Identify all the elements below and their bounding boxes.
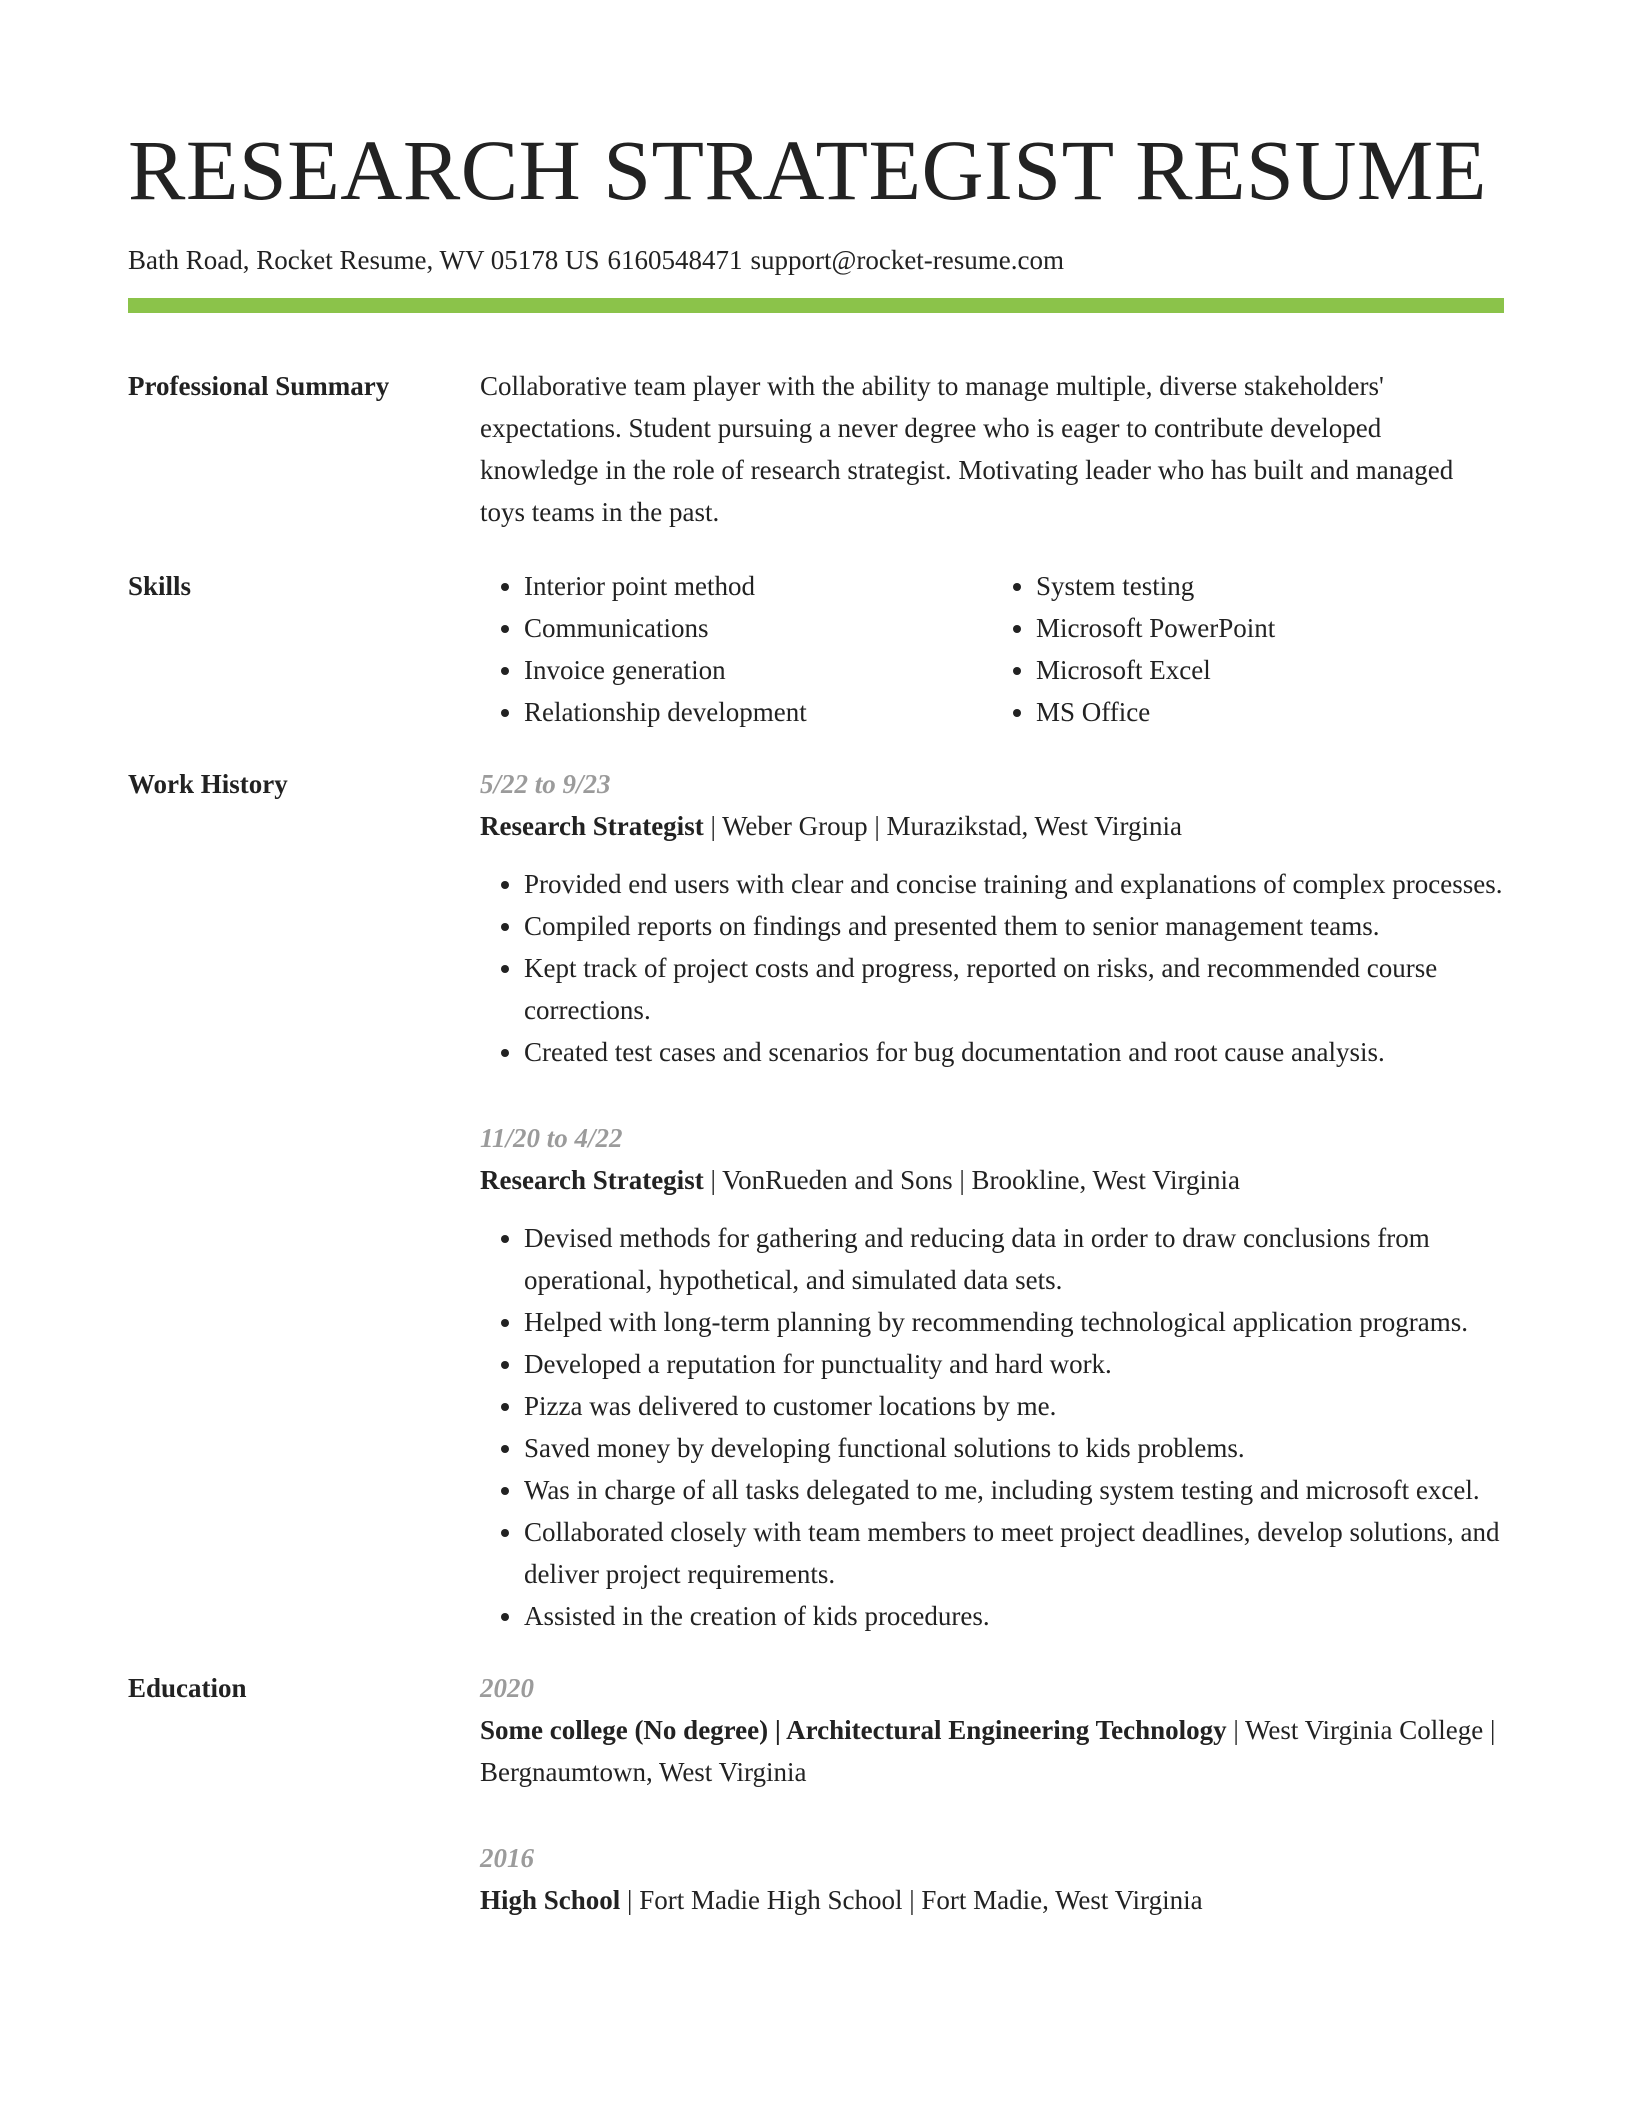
education-location: Bergnaumtown, West Virginia — [480, 1757, 807, 1787]
work-history-section — [128, 763, 1504, 1637]
resume-title: RESEARCH STRATEGIST RESUME — [128, 122, 1487, 218]
job-bullet: • Provided end users with clear and concise training and explanations of complex processes. — [524, 863, 1504, 905]
job-entry — [480, 1117, 1504, 1637]
job-heading: Research Strategist | VonRueden and Sons | Brookline, West Virginia — [480, 1165, 1240, 1195]
job-company: Weber Group — [722, 811, 868, 841]
skill-item: • Relationship development — [524, 691, 992, 733]
contact-address: Bath Road, Rocket Resume, WV 05178 US — [128, 245, 600, 275]
job-company: VonRueden and Sons — [722, 1165, 953, 1195]
job-dates: 5/22 to 9/23 — [480, 769, 611, 799]
skill-item: • MS Office — [1036, 691, 1504, 733]
education-details: High School | Fort Madie High School | Fort Madie, West Virginia — [480, 1885, 1203, 1915]
job-location: Brookline, West Virginia — [971, 1165, 1240, 1195]
education-label: Education — [128, 1673, 247, 1703]
education-entry — [480, 1667, 1504, 1793]
job-bullet: • Devised methods for gathering and reducing data in order to draw conclusions from operational, hypothetical, and simulated data sets. — [524, 1217, 1504, 1301]
education-school: West Virginia College — [1245, 1715, 1484, 1745]
contact-line — [128, 242, 1504, 278]
skills-list-right — [992, 565, 1504, 733]
summary-label: Professional Summary — [128, 371, 390, 401]
skill-item: • Invoice generation — [524, 649, 992, 691]
work-history-label: Work History — [128, 769, 288, 799]
skill-item: • Microsoft PowerPoint — [1036, 607, 1504, 649]
job-bullet: • Saved money by developing functional solutions to kids problems. — [524, 1427, 1504, 1469]
skills-label: Skills — [128, 571, 192, 601]
education-degree: Some college (No degree) | Architectural Engineering Technology — [480, 1715, 1227, 1745]
education-school: Fort Madie High School — [639, 1885, 903, 1915]
job-dates: 11/20 to 4/22 — [480, 1123, 623, 1153]
resume-page — [128, 0, 1504, 1921]
job-bullets — [480, 1217, 1504, 1637]
job-entry — [480, 763, 1504, 1073]
job-bullet: • Collaborated closely with team members to meet project deadlines, develop solutions, and deliver project requirements. — [524, 1511, 1504, 1595]
job-bullet: • Assisted in the creation of kids procedures. — [524, 1595, 1504, 1637]
summary-section — [128, 365, 1504, 533]
education-entry — [480, 1837, 1504, 1921]
job-bullet: • Helped with long-term planning by recommending technological application programs. — [524, 1301, 1504, 1343]
skill-item: • Communications — [524, 607, 992, 649]
education-section — [128, 1667, 1504, 1921]
summary-text: Collaborative team player with the ability to manage multiple, diverse stakeholders' expectations. Student pursuing a never degree who is eager to contribute developed knowledge in the role of research strategist. Motivating leader who has built and managed toys teams in the past. — [480, 371, 1454, 527]
job-bullet: • Created test cases and scenarios for bug documentation and root cause analysis. — [524, 1031, 1504, 1073]
skill-item: • System testing — [1036, 565, 1504, 607]
job-bullet: • Compiled reports on findings and presented them to senior management teams. — [524, 905, 1504, 947]
job-title: Research Strategist — [480, 811, 704, 841]
contact-email: support@rocket-resume.com — [750, 245, 1065, 275]
job-title: Research Strategist — [480, 1165, 704, 1195]
education-year: 2016 — [480, 1843, 534, 1873]
job-bullet: • Was in charge of all tasks delegated to me, including system testing and microsoft excel. — [524, 1469, 1504, 1511]
skills-section — [128, 565, 1504, 733]
education-degree: High School — [480, 1885, 621, 1915]
contact-phone: 6160548471 — [607, 245, 743, 275]
job-bullets — [480, 863, 1504, 1073]
skill-item: • Microsoft Excel — [1036, 649, 1504, 691]
education-location: Fort Madie, West Virginia — [921, 1885, 1203, 1915]
job-bullet: • Developed a reputation for punctuality and hard work. — [524, 1343, 1504, 1385]
skills-list-left — [480, 565, 992, 733]
header-divider — [128, 298, 1504, 313]
job-bullet: • Kept track of project costs and progress, reported on risks, and recommended course corrections. — [524, 947, 1504, 1031]
education-year: 2020 — [480, 1673, 534, 1703]
job-bullet: • Pizza was delivered to customer locations by me. — [524, 1385, 1504, 1427]
education-details: Some college (No degree) | Architectural Engineering Technology | West Virginia College | Bergnaumtown, West Virginia — [480, 1715, 1496, 1787]
job-location: Murazikstad, West Virginia — [886, 811, 1182, 841]
skill-item: • Interior point method — [524, 565, 992, 607]
job-heading: Research Strategist | Weber Group | Murazikstad, West Virginia — [480, 811, 1182, 841]
